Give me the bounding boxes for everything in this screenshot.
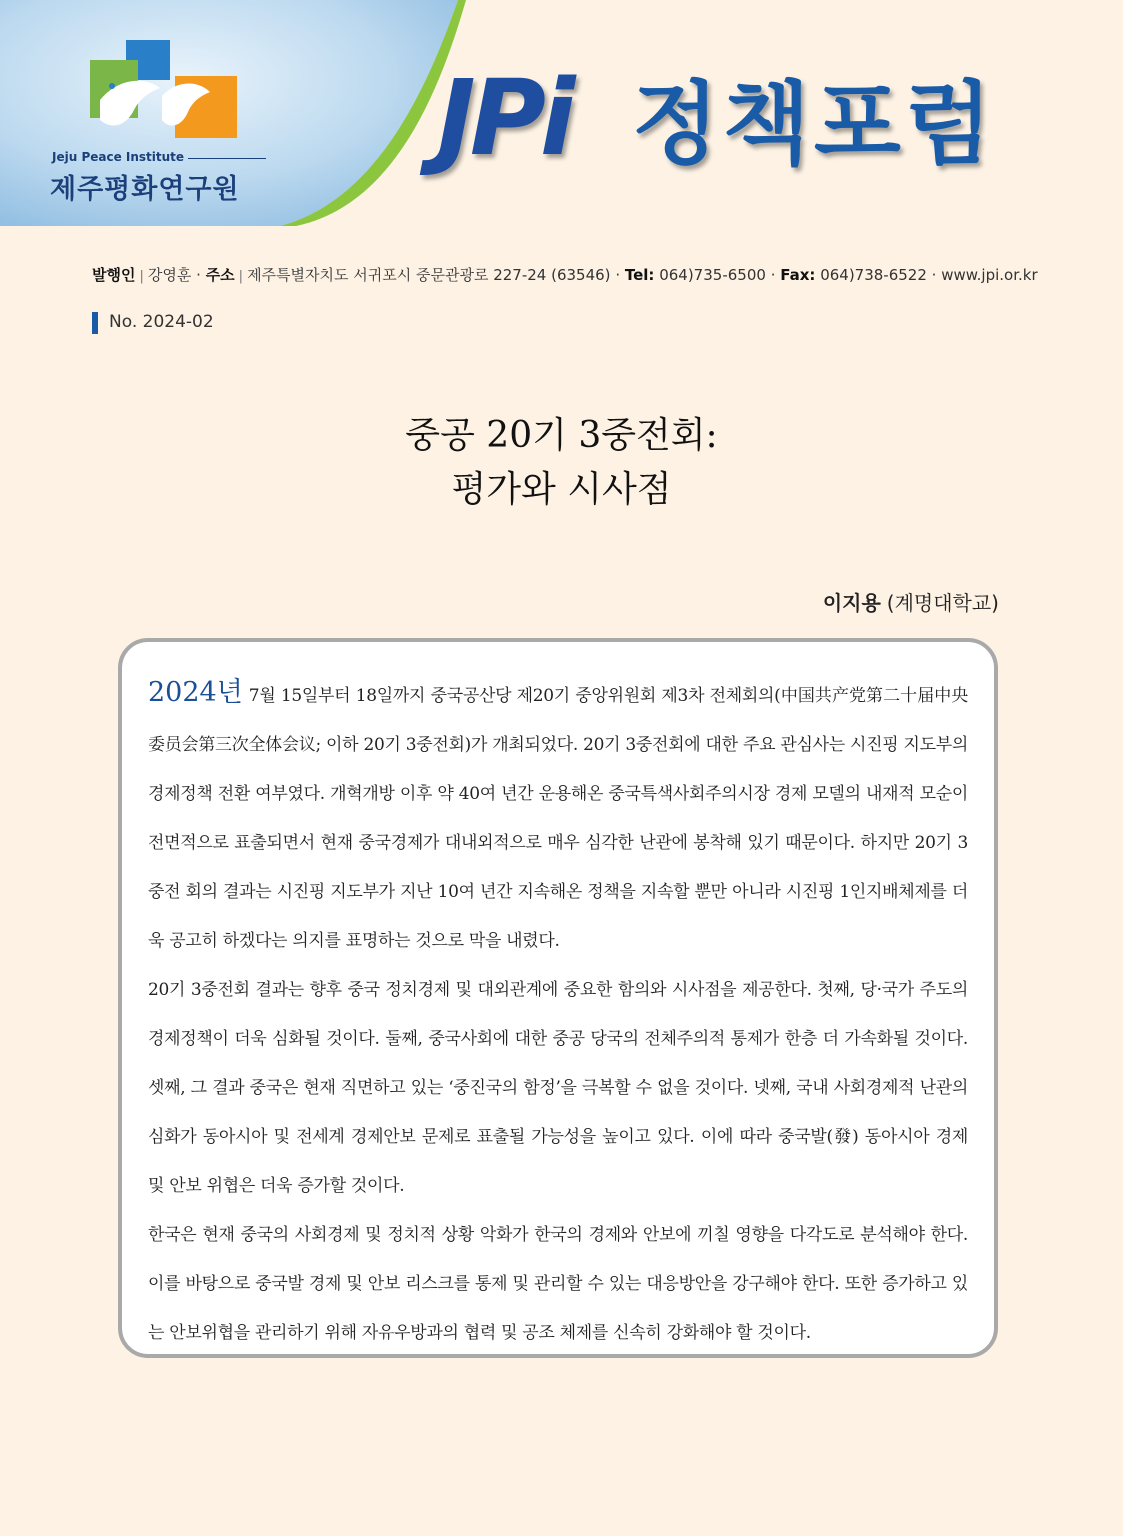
- address-value: 제주특별자치도 서귀포시 중문관광로 227-24 (63546): [247, 266, 611, 284]
- logo-text-ko: 제주평화연구원: [50, 174, 240, 205]
- abstract-paragraph-3: 한국은 현재 중국의 사회경제 및 정치적 상황 악화가 한국의 경제와 안보에 끼칠 영향을 다각도로 분석해야 한다. 이를 바탕으로 중국발 경제 및 안보 리스크를 통제 및 관리할 수 있는 대응방안을 강구해야 한다. 또한 증가하고 있는 안보위협을 관리하기 위해 자유우방과의 협력 및 공조 체제를 신속히 강화해야 할 것이다.: [148, 1225, 968, 1343]
- dot-separator: ·: [770, 266, 781, 284]
- brand-title: 정책포럼: [632, 72, 996, 177]
- author: [823, 587, 999, 616]
- separator: |: [139, 269, 144, 284]
- page-title-line1: 중공 20기 3중전회:: [405, 415, 718, 456]
- author-affiliation: (계명대학교): [886, 591, 999, 615]
- publisher-label: 발행인: [92, 266, 136, 284]
- address-label: 주소: [205, 266, 235, 284]
- brand-jpi-logo: JPi: [437, 57, 570, 179]
- author-name: 이지용: [822, 591, 881, 615]
- separator: |: [238, 269, 244, 284]
- dot-separator: ·: [615, 266, 625, 284]
- abstract-year-lead: 2024년: [148, 677, 243, 708]
- tel-value: 064)735-6500: [659, 266, 766, 284]
- website-link[interactable]: www.jpi.or.kr: [941, 266, 1038, 284]
- abstract-box: [118, 638, 998, 1358]
- logo-text-en: Jeju Peace Institute: [52, 150, 185, 164]
- page-title-line2: 평가와 시사점: [451, 469, 672, 510]
- logo-divider: [188, 158, 266, 159]
- issue-number: No. 2024-02: [109, 312, 214, 332]
- abstract-paragraph-1-text: 7월 15일부터 18일까지 중국공산당 제20기 중앙위원회 제3차 전체회의(中国共产党第二十届中央委员会第三次全体会议; 이하 20기 3중전회)가 개최되었다. 20기 3중전회에 대한 주요 관심사는 시진핑 지도부의 경제정책 전환 여부였다. 개혁개방 이후 약 40여 년간 운용해온 중국특색사회주의시장 경제 모델의 내재적 모순이 전면적으로 표출되면서 현재 중국경제가 대내외적으로 매우 심각한 난관에 봉착해 있기 때문이다. 하지만 20기 3중전 회의 결과는 시진핑 지도부가 지난 10여 년간 지속해온 정책을 지속할 뿐만 아니라 시진핑 1인지배체제를 더욱 공고히 하겠다는 의지를 표명하는 것으로 막을 내렸다.: [148, 686, 968, 951]
- tel-label: Tel:: [624, 266, 655, 284]
- abstract-paragraph-1: [148, 668, 968, 966]
- issue-marker: [92, 312, 98, 334]
- fax-value: 064)738-6522: [820, 266, 927, 284]
- dot-separator: ·: [196, 266, 206, 284]
- publisher-name: 강영훈: [147, 266, 192, 284]
- abstract-paragraph-2: 20기 3중전회 결과는 향후 중국 정치경제 및 대외관계에 중요한 함의와 시사점을 제공한다. 첫째, 당·국가 주도의 경제정책이 더욱 심화될 것이다. 둘째, 중국사회에 대한 중공 당국의 전체주의적 통제가 한층 더 가속화될 것이다. 셋째, 그 결과 중국은 현재 직면하고 있는 ‘중진국의 함정’을 극복할 수 없을 것이다. 넷째, 국내 사회경제적 난관의 심화가 동아시아 및 전세계 경제안보 문제로 표출될 가능성을 높이고 있다. 이에 따라 중국발(發) 동아시아 경제 및 안보 위협은 더욱 증가할 것이다.: [148, 980, 968, 1196]
- publication-info: [92, 264, 1052, 285]
- fax-label: Fax:: [780, 266, 816, 284]
- dot-separator: ·: [931, 266, 942, 284]
